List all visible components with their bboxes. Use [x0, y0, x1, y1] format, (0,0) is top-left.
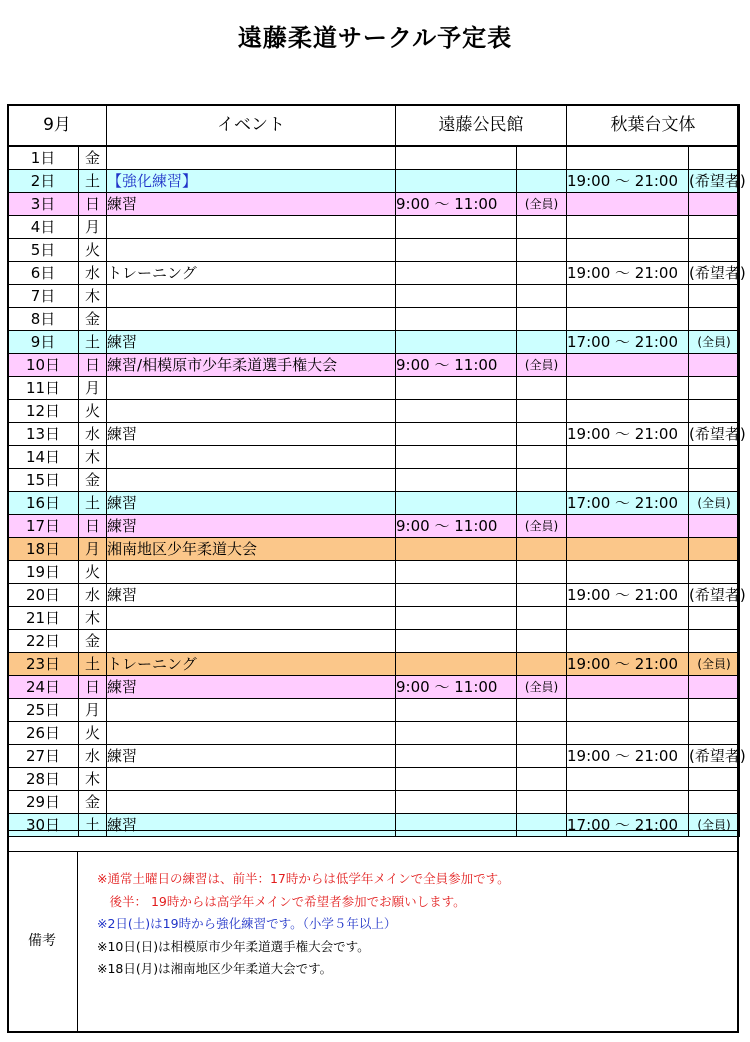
- venue1-note-cell: (全員): [517, 193, 567, 216]
- sheet-border: [7, 104, 739, 1033]
- venue2-note-cell: (希望者): [689, 423, 740, 446]
- day-cell: 18日: [8, 538, 79, 561]
- weekday-cell: 火: [79, 722, 107, 745]
- weekday-cell: 日: [79, 676, 107, 699]
- weekday-cell: 木: [79, 285, 107, 308]
- weekday-cell: 水: [79, 584, 107, 607]
- venue1-time-cell: 9:00 ～ 11:00: [396, 354, 517, 377]
- venue2-time-cell: 19:00 ～ 21:00: [567, 653, 689, 676]
- venue1-time-cell: 9:00 ～ 11:00: [396, 515, 517, 538]
- weekday-cell: 水: [79, 423, 107, 446]
- venue2-time-cell: 19:00 ～ 21:00: [567, 423, 689, 446]
- day-cell: 5日: [8, 239, 79, 262]
- weekday-cell: 金: [79, 469, 107, 492]
- day-cell: 8日: [8, 308, 79, 331]
- venue1-header: 遠藤公民館: [396, 105, 567, 147]
- weekday-cell: 木: [79, 446, 107, 469]
- venue2-time-cell: 17:00 ～ 21:00: [567, 492, 689, 515]
- event-cell: 練習: [107, 492, 396, 515]
- venue2-note-cell: (希望者): [689, 262, 740, 285]
- venue2-time-cell: 19:00 ～ 21:00: [567, 170, 689, 193]
- weekday-cell: 土: [79, 653, 107, 676]
- day-cell: 11日: [8, 377, 79, 400]
- note-line: 後半： 19時からは高学年メインで希望者参加でお願いします。: [97, 893, 466, 909]
- venue1-note-cell: (全員): [517, 676, 567, 699]
- venue2-time-cell: 19:00 ～ 21:00: [567, 584, 689, 607]
- day-cell: 6日: [8, 262, 79, 285]
- day-cell: 17日: [8, 515, 79, 538]
- day-cell: 29日: [8, 791, 79, 814]
- day-cell: 23日: [8, 653, 79, 676]
- venue2-note-cell: (希望者): [689, 584, 740, 607]
- event-cell: 練習: [107, 515, 396, 538]
- event-cell: 練習: [107, 584, 396, 607]
- day-cell: 28日: [8, 768, 79, 791]
- venue2-note-cell: (全員): [689, 492, 740, 515]
- day-cell: 19日: [8, 561, 79, 584]
- event-cell: トレーニング: [107, 262, 396, 285]
- weekday-cell: 水: [79, 262, 107, 285]
- weekday-cell: 火: [79, 561, 107, 584]
- note-line: ※2日(土)は19時から強化練習です。（小学５年以上）: [97, 916, 397, 931]
- day-cell: 24日: [8, 676, 79, 699]
- event-header: イベント: [107, 105, 396, 147]
- event-cell: 練習: [107, 814, 396, 837]
- venue2-note-cell: (全員): [689, 653, 740, 676]
- weekday-cell: 日: [79, 193, 107, 216]
- event-cell: トレーニング: [107, 653, 396, 676]
- day-cell: 1日: [8, 146, 79, 170]
- weekday-cell: 火: [79, 239, 107, 262]
- event-cell: 練習: [107, 423, 396, 446]
- day-cell: 16日: [8, 492, 79, 515]
- day-cell: 10日: [8, 354, 79, 377]
- weekday-cell: 月: [79, 377, 107, 400]
- weekday-cell: 月: [79, 699, 107, 722]
- note-line: ※18日(月)は湘南地区少年柔道大会です。: [97, 961, 333, 976]
- weekday-cell: 水: [79, 745, 107, 768]
- weekday-cell: 土: [79, 170, 107, 193]
- page-title: 遠藤柔道サークル予定表: [237, 24, 513, 52]
- day-cell: 15日: [8, 469, 79, 492]
- weekday-cell: 金: [79, 146, 107, 170]
- venue2-note-cell: (希望者): [689, 745, 740, 768]
- event-cell: 湘南地区少年柔道大会: [107, 538, 396, 561]
- day-cell: 4日: [8, 216, 79, 239]
- weekday-cell: 金: [79, 791, 107, 814]
- event-cell: 練習: [107, 193, 396, 216]
- day-cell: 2日: [8, 170, 79, 193]
- weekday-cell: 月: [79, 538, 107, 561]
- weekday-cell: 火: [79, 400, 107, 423]
- venue2-time-cell: 19:00 ～ 21:00: [567, 262, 689, 285]
- month-header: 9月: [8, 105, 107, 147]
- day-cell: 9日: [8, 331, 79, 354]
- event-cell: 【強化練習】: [107, 170, 396, 193]
- day-cell: 25日: [8, 699, 79, 722]
- note-line: ※10日(日)は相模原市少年柔道選手権大会です。: [97, 938, 370, 954]
- venue2-time-cell: 17:00 ～ 21:00: [567, 814, 689, 837]
- day-cell: 3日: [8, 193, 79, 216]
- day-cell: 13日: [8, 423, 79, 446]
- day-cell: 12日: [8, 400, 79, 423]
- event-cell: 練習: [107, 331, 396, 354]
- weekday-cell: 日: [79, 515, 107, 538]
- event-cell: 練習/相模原市少年柔道選手権大会: [107, 354, 396, 377]
- weekday-cell: 土: [79, 492, 107, 515]
- weekday-cell: 土: [79, 814, 107, 837]
- venue1-note-cell: (全員): [517, 354, 567, 377]
- notes-label: 備考: [28, 933, 56, 949]
- day-cell: 21日: [8, 607, 79, 630]
- weekday-cell: 金: [79, 630, 107, 653]
- venue2-note-cell: (全員): [689, 331, 740, 354]
- note-line: ※通常土曜日の練習は、前半：17時からは低学年メインで全員参加です。: [97, 871, 510, 886]
- weekday-cell: 月: [79, 216, 107, 239]
- venue2-note-cell: (希望者): [689, 170, 740, 193]
- weekday-cell: 金: [79, 308, 107, 331]
- day-cell: 27日: [8, 745, 79, 768]
- day-cell: 7日: [8, 285, 79, 308]
- day-cell: 20日: [8, 584, 79, 607]
- weekday-cell: 木: [79, 607, 107, 630]
- venue2-note-cell: (全員): [689, 814, 740, 837]
- day-cell: 26日: [8, 722, 79, 745]
- venue1-time-cell: 9:00 ～ 11:00: [396, 676, 517, 699]
- day-cell: 30日: [8, 814, 79, 837]
- event-cell: 練習: [107, 676, 396, 699]
- venue1-time-cell: 9:00 ～ 11:00: [396, 193, 517, 216]
- weekday-cell: 土: [79, 331, 107, 354]
- venue2-time-cell: 17:00 ～ 21:00: [567, 331, 689, 354]
- venue2-header: 秋葉台文体: [567, 105, 740, 147]
- weekday-cell: 日: [79, 354, 107, 377]
- venue1-note-cell: (全員): [517, 515, 567, 538]
- event-cell: 練習: [107, 745, 396, 768]
- venue2-time-cell: 19:00 ～ 21:00: [567, 745, 689, 768]
- weekday-cell: 木: [79, 768, 107, 791]
- day-cell: 22日: [8, 630, 79, 653]
- day-cell: 14日: [8, 446, 79, 469]
